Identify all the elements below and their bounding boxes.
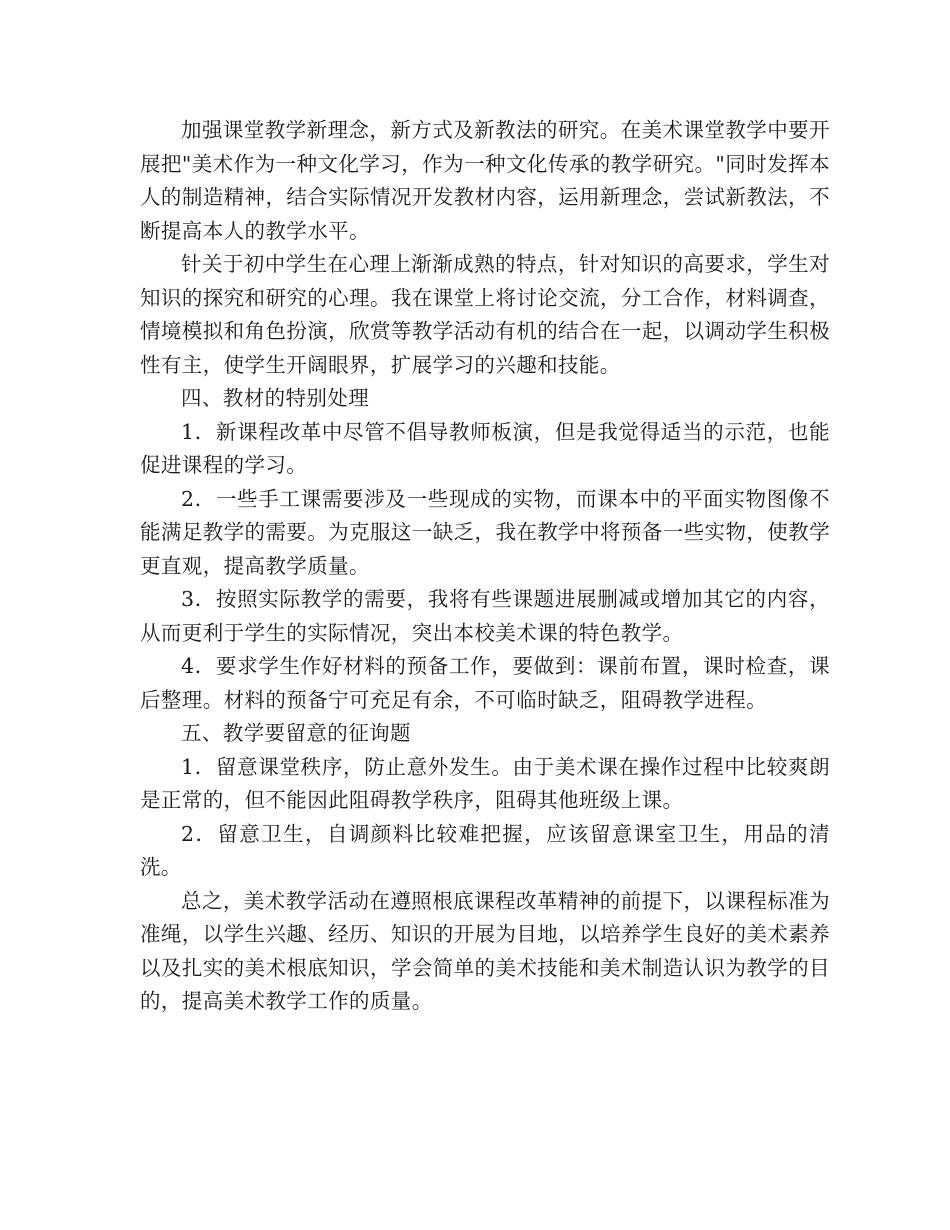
list-item-materials-3: 3．按照实际教学的需要，我将有些课题进展删减或增加其它的内容，从而更利于学生的实际情况，突出本校美术课的特色教学。 (140, 587, 830, 645)
section-heading-materials: 四、教材的特别处理 (181, 386, 370, 410)
list-item-issues-2: 2．留意卫生，自调颜料比较难把握，应该留意课室卫生，用品的清洗。 (140, 821, 830, 879)
list-item-materials-4: 4．要求学生作好材料的预备工作，要做到：课前布置，课时检查，课后整理。材料的预备宁可充足有余，不可临时缺乏，阻碍教学进程。 (140, 654, 830, 712)
list-item-materials-1: 1．新课程改革中尽管不倡导教师板演，但是我觉得适当的示范，也能促进课程的学习。 (140, 419, 830, 477)
paragraph-teaching-concepts: 加强课堂教学新理念，新方式及新教法的研究。在美术课堂教学中要开展把"美术作为一种文化学习，作为一种文化传承的教学研究。"同时发挥本人的制造精神，结合实际情况开发教材内容，运用新理念，尝试新教法，不断提高本人的教学水平。 (140, 118, 830, 243)
list-item-materials-2: 2．一些手工课需要涉及一些现成的实物，而课本中的平面实物图像不能满足教学的需要。为克服这一缺乏，我在教学中将预备一些实物，使教学更直观，提高教学质量。 (140, 486, 830, 578)
list-item-issues-1: 1．留意课堂秩序，防止意外发生。由于美术课在操作过程中比较爽朗是正常的，但不能因此阻碍教学秩序，阻碍其他班级上课。 (140, 754, 830, 812)
paragraph-student-psychology: 针关于初中学生在心理上渐渐成熟的特点，针对知识的高要求，学生对知识的探究和研究的心理。我在课堂上将讨论交流，分工合作，材料调查，情境模拟和角色扮演，欣赏等教学活动有机的结合在一起，以调动学生积极性有主，使学生开阔眼界，扩展学习的兴趣和技能。 (140, 252, 830, 377)
document-body (140, 114, 830, 1019)
paragraph-summary: 总之，美术教学活动在遵照根底课程改革精神的前提下，以课程标准为准绳，以学生兴趣、经历、知识的开展为目地，以培养学生良好的美术素养以及扎实的美术根底知识，学会简单的美术技能和美术制造认识为教学的目的，提高美术教学工作的质量。 (140, 888, 830, 1013)
section-heading-issues: 五、教学要留意的征询题 (181, 721, 411, 745)
